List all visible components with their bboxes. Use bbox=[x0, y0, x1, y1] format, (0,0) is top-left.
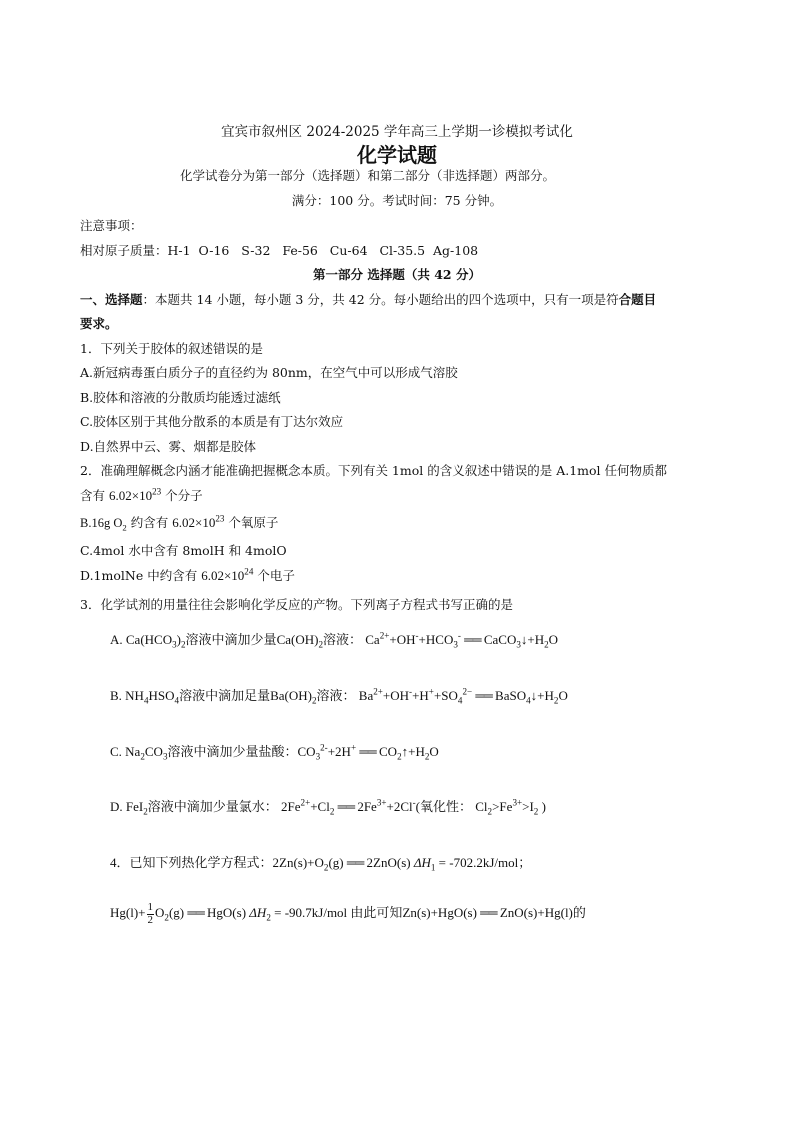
q3-option-a: A. $Ca(HCO_3)_2$溶液中滴加少量$Ca(OH)_2$溶液： $Ca^{2+}+OH^-+HCO_3^-$ ══ $CaCO_3↓+H_2O$ bbox=[110, 630, 559, 650]
q3-option-b: B. $NH_4HSO_4$溶液中滴加足量$Ba(OH)_2$溶液： $Ba^{2+}+OH^-+H^++SO_4^{2-}$ ══ $BaSO_4↓+H_2O$ bbox=[110, 686, 568, 706]
atomic-masses: 相对原子质量：H-1 O-16 S-32 Fe-56 Cu-64 Cl-35.5 Ag-108 bbox=[80, 243, 479, 258]
part1-instructions bbox=[80, 292, 656, 308]
q1-stem: 1．下列关于胶体的叙述错误的是 bbox=[80, 341, 263, 356]
part1-heading: 第一部分 选择题（共 42 分） bbox=[313, 267, 481, 282]
instr-line2: 要求。 bbox=[80, 316, 118, 331]
q2-stem2-pre: 含有 bbox=[80, 488, 106, 503]
one-half-fraction: $\frac{1}{2}$ bbox=[147, 901, 153, 926]
instr-text: ：本题共 14 小题，每小题 3 分，共 42 分。每小题给出的四个选项中，只有一项是符 bbox=[142, 292, 619, 307]
exam-title: 宜宾市叙州区 2024-2025 学年高三上学期一诊模拟考试化 bbox=[221, 124, 573, 140]
q2-option-c: C.4mol 水中含有 8molH 和 4molO bbox=[80, 543, 287, 558]
q2-stem: 2．准确理解概念内涵才能准确把握概念本质。下列有关 1mol 的含义叙述中错误的是 A.1mol 任何物质都 bbox=[80, 463, 668, 478]
q2-option-d: D.1molNe 中约含有 $6.02\times 10^{24}$ 个电子 bbox=[80, 566, 295, 583]
avogadro-number: $6.02\times 10^{23}$ bbox=[172, 513, 225, 530]
q1-option-a: A.新冠病毒蛋白质分子的直径约为 80nm，在空气中可以形成气溶胶 bbox=[80, 365, 458, 380]
q1-option-d: D.自然界中云、雾、烟都是胶体 bbox=[80, 439, 257, 454]
q4-stem: 4．已知下列热化学方程式：$2Zn(s)+O_2(g)$ ══ 2ZnO(s) $\Delta H_1 = -702.2kJ/mol$； bbox=[110, 855, 532, 873]
q2-option-b: B.16g $O_2$ 约含有 $6.02\times 10^{23}$ 个氧原子 bbox=[80, 513, 279, 533]
instr-bold-end: 合题目 bbox=[618, 292, 657, 307]
q3-option-d: D. FeI$_2$溶液中滴加少量氯水： $2Fe^{2+}+Cl_2$ ══ $2Fe^{3+}+2Cl^-$(氧化性： $Cl_2>Fe^{3+}>I_2$ ) bbox=[110, 797, 546, 817]
subject-title: 化学试题 bbox=[357, 143, 437, 167]
q1-option-c: C.胶体区别于其他分散系的本质是有丁达尔效应 bbox=[80, 414, 344, 429]
q3-stem: 3．化学试剂的用量往往会影响化学反应的产物。下列离子方程式书写正确的是 bbox=[80, 597, 513, 612]
avogadro-number: $6.02\times 10^{23}$ bbox=[109, 486, 162, 503]
instr-bold: 一、选择题 bbox=[80, 292, 143, 307]
q2-stem-line2 bbox=[80, 488, 203, 504]
q1-option-b: B.胶体和溶液的分散质均能透过滤纸 bbox=[80, 390, 281, 405]
q2-stem2-post: 个分子 bbox=[165, 488, 203, 503]
avogadro-number: $6.02\times 10^{24}$ bbox=[201, 566, 254, 583]
score-time: 满分：100 分。考试时间：75 分钟。 bbox=[291, 193, 503, 208]
q3-option-c: C. $Na_2CO_3$溶液中滴加少量盐酸：$CO_3^{2-}+2H^+$ ══ $CO_2↑+H_2O$ bbox=[110, 742, 439, 762]
intro-line: 化学试卷分为第一部分（选择题）和第二部分（非选择题）两部分。 bbox=[180, 168, 556, 183]
notes-label: 注意事项： bbox=[80, 218, 143, 233]
q4-equation-2: Hg(l)+ $\frac{1}{2}$ $O_2(g)$ ══ HgO(s) $\Delta H_2 = -90.7kJ/mol$ 由此可知Zn(s)+HgO(s) ══ ZnO(s)+Hg(l)的 bbox=[110, 901, 586, 926]
